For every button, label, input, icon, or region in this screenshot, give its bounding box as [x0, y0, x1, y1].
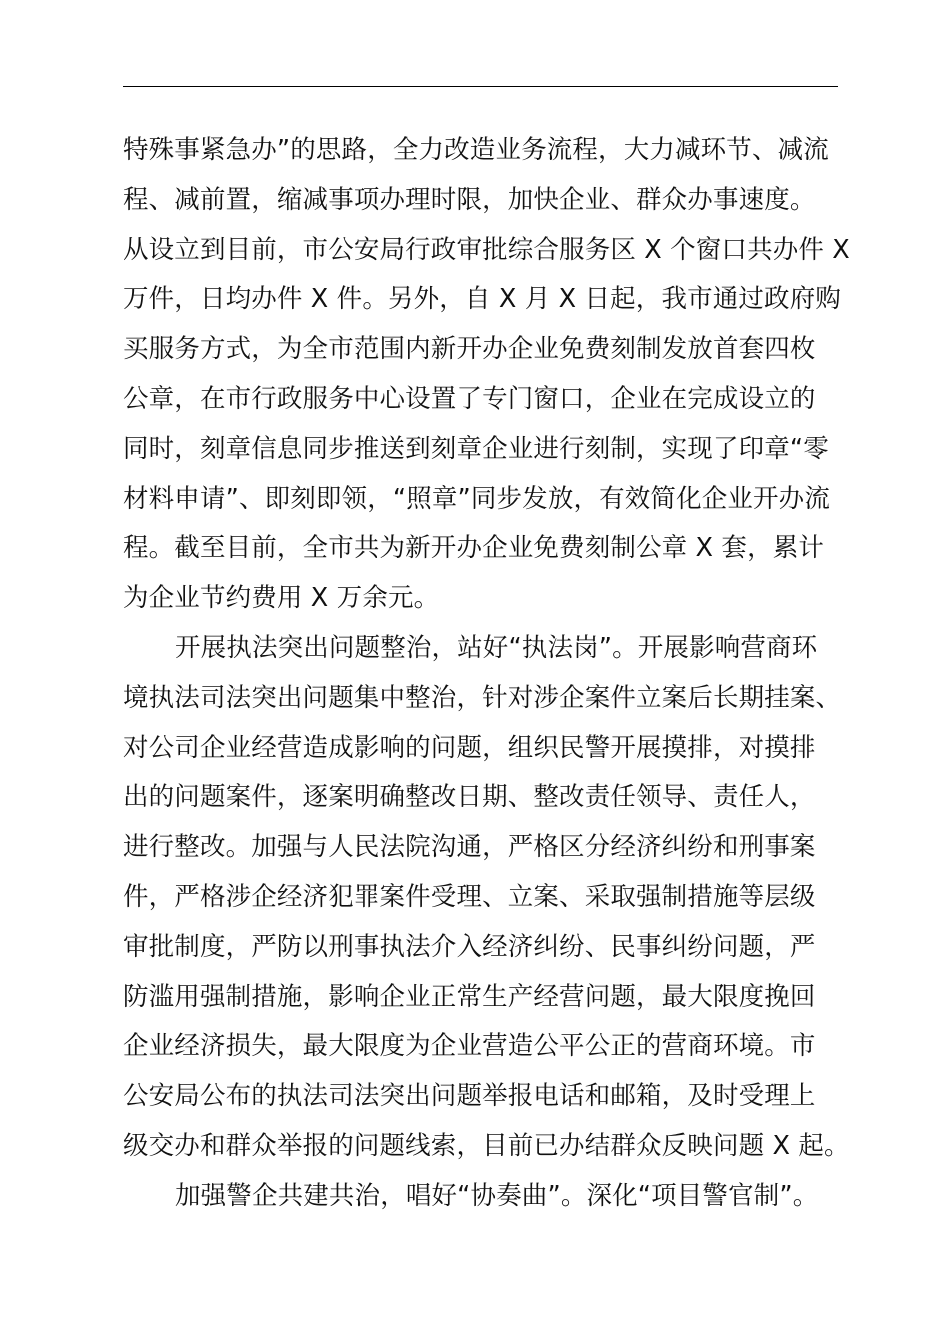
text-line: 从设立到目前，市公安局行政审批综合服务区 X 个窗口共办件 X [123, 234, 850, 265]
text-line: 境执法司法突出问题集中整治，针对涉企案件立案后长期挂案、 [123, 682, 842, 713]
text-line: 买服务方式，为全市范围内新开办企业免费刻制发放首套四枚 [123, 334, 816, 365]
text-line: 万件，日均办件 X 件。另外，自 X 月 X 日起，我市通过政府购 [123, 284, 841, 315]
text-line: 同时，刻章信息同步推送到刻章企业进行刻制，实现了印章“零 [123, 433, 829, 464]
header-rule [123, 86, 838, 87]
paragraph-first-line: 加强警企共建共治，唱好“协奏曲”。深化“项目警官制”。 [175, 1180, 819, 1211]
paragraph-first-line: 开展执法突出问题整治，站好“执法岗”。开展影响营商环 [175, 632, 818, 663]
text-line: 公安局公布的执法司法突出问题举报电话和邮箱，及时受理上 [123, 1081, 816, 1112]
text-line: 材料申请”、即刻即领，“照章”同步发放，有效简化企业开办流 [123, 483, 830, 514]
text-line: 出的问题案件，逐案明确整改日期、整改责任领导、责任人， [123, 782, 816, 813]
text-line: 程、减前置，缩减事项办理时限，加快企业、群众办事速度。 [123, 184, 816, 215]
text-line: 审批制度，严防以刑事执法介入经济纠纷、民事纠纷问题，严 [123, 931, 816, 962]
text-line: 件，严格涉企经济犯罪案件受理、立案、采取强制措施等层级 [123, 881, 816, 912]
text-line: 为企业节约费用 X 万余元。 [123, 583, 440, 614]
text-line: 对公司企业经营造成影响的问题，组织民警开展摸排，对摸排 [123, 732, 816, 763]
text-line: 公章，在市行政服务中心设置了专门窗口，企业在完成设立的 [123, 383, 816, 414]
body-text [123, 126, 850, 1222]
text-line: 特殊事紧急办”的思路，全力改造业务流程，大力减环节、减流 [123, 135, 829, 165]
text-line: 进行整改。加强与人民法院沟通，严格区分经济纠纷和刑事案 [123, 832, 816, 863]
text-line: 程。截至目前，全市共为新开办企业免费刻制公章 X 套，累计 [123, 533, 825, 564]
text-line: 企业经济损失，最大限度为企业营造公平公正的营商环境。市 [123, 1031, 816, 1062]
text-line: 级交办和群众举报的问题线索，目前已办结群众反映问题 X 起。 [123, 1130, 850, 1161]
text-line: 防滥用强制措施，影响企业正常生产经营问题，最大限度挽回 [123, 981, 816, 1012]
